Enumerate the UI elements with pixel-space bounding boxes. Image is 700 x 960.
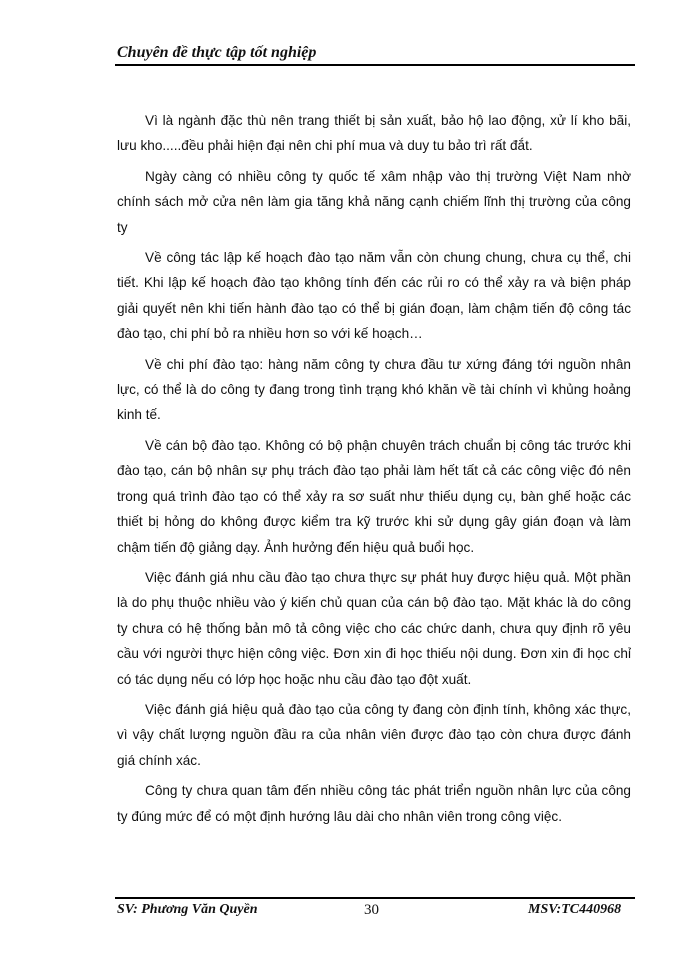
document-body [117,108,631,834]
page-header-title: Chuyên đề thực tập tốt nghiệp [117,44,317,61]
paragraph: Việc đánh giá hiệu quả đào tạo của công ty đang còn định tính, không xác thực, vì vậy chất lượng nguồn đầu ra của nhân viên được đào tạo còn chưa được đánh giá chính xác. [117,701,631,768]
footer-student-id: MSV:TC440968 [528,902,622,917]
footer-student-name: SV: Phương Văn Quyền [117,902,258,917]
paragraph: Vì là ngành đặc thù nên trang thiết bị sản xuất, bảo hộ lao động, xử lí kho bãi, lưu kho.....đều phải hiện đại nên chi phí mua và duy tu bảo trì rất đắt. [117,113,631,154]
paragraph: Về công tác lập kế hoạch đào tạo năm vẫn còn chung chung, chưa cụ thể, chi tiết. Khi lập kế hoạch đào tạo không tính đến các rủi ro có thể xảy ra và biện pháp giải quyết nên khi tiến hành đào tạo có thể bị gián đoạn, làm chậm tiến độ công tác đào tạo, chi phí bỏ ra nhiều hơn so với kế hoạch… [117,250,631,342]
footer-rule [115,897,635,899]
paragraph: Về chi phí đào tạo: hàng năm công ty chưa đầu tư xứng đáng tới nguồn nhân lực, có thể là do công ty đang trong tình trạng khó khăn về tài chính vì khủng hoảng kinh tế. [117,356,631,423]
paragraph: Việc đánh giá nhu cầu đào tạo chưa thực sự phát huy được hiệu quả. Một phần là do phụ thuộc nhiều vào ý kiến chủ quan của cán bộ đào tạo. Mặt khác là do công ty chưa có hệ thống bản mô tả công việc cho các chức danh, chưa quy định rõ yêu cầu với người thực hiện công việc. Đơn xin đi học thiếu nội dung. Đơn xin đi học chỉ có tác dụng nếu có lớp học hoặc nhu cầu đào tạo đột xuất. [117,569,631,687]
footer-page-number: 30 [364,902,379,918]
paragraph: Về cán bộ đào tạo. Không có bộ phận chuyên trách chuẩn bị công tác trước khi đào tạo, cán bộ nhân sự phụ trách đào tạo phải làm hết tất cả các công việc đó nên trong quá trình đào tạo có thể xảy ra sơ suất như thiếu dụng cụ, bàn ghế hoặc các thiết bị hỏng do không được kiểm tra kỹ trước khi sử dụng gây gián đoạn và làm chậm tiến độ giảng dạy. Ảnh hưởng đến hiệu quả buổi học. [117,437,631,555]
paragraph: Ngày càng có nhiều công ty quốc tế xâm nhập vào thị trường Việt Nam nhờ chính sách mở cửa nên làm gia tăng khả năng cạnh chiếm lĩnh thị trường của công ty [117,168,631,235]
header-rule [115,64,635,66]
paragraph: Công ty chưa quan tâm đến nhiều công tác phát triển nguồn nhân lực của công ty đúng mức để có một định hướng lâu dài cho nhân viên trong công việc. [117,783,631,824]
